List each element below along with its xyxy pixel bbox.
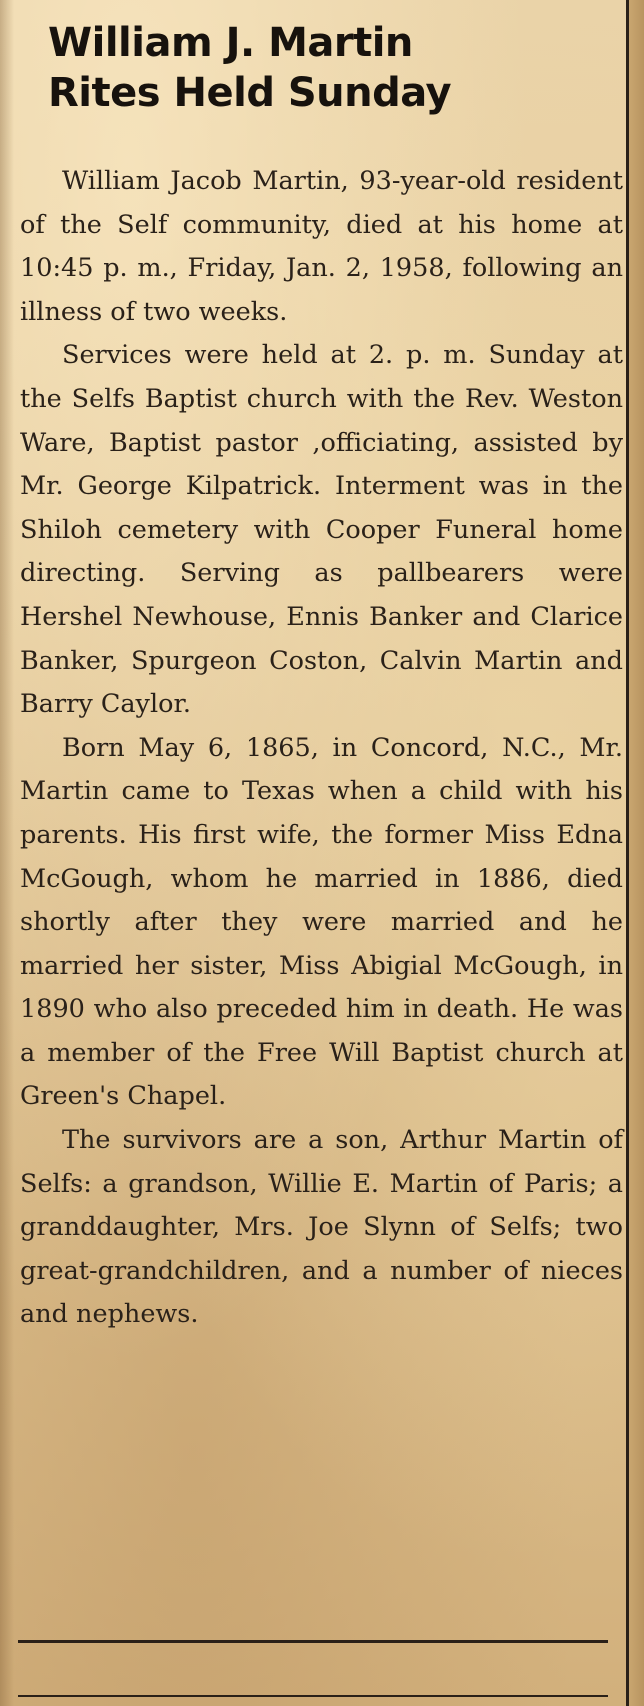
paragraph-biography: Born May 6, 1865, in Concord, N.C., Mr. Martin came to Texas when a child with his parents. His first wife, the former Miss Edna McGough, whom he married in 1886, died shortly after they were married and he married her sister, Miss Abigial McGough, in 1890 who also preceded him in death. He was a member of the Free Will Baptist church at Green's Chapel.	[20, 732, 623, 1112]
article-body	[20, 160, 623, 1337]
paper-edge-shadow	[0, 0, 14, 1706]
paragraph-services: Services were held at 2. p. m. Sunday at the Selfs Baptist church with the Rev. Weston Ware, Baptist pastor ,officiating, assisted by Mr. George Kilpatrick. Interment was in the Shiloh cemetery with Cooper Funeral home directing. Serving as pallbearers were Hershel Newhouse, Ennis Banker and Clarice Banker, Spurgeon Coston, Calvin Martin and Barry Caylor.	[20, 340, 623, 720]
headline-line-1: William J. Martin	[48, 20, 413, 66]
bottom-divider-lower	[18, 1695, 608, 1697]
headline-line-2: Rites Held Sunday	[48, 70, 452, 116]
paragraph-survivors: The survivors are a son, Arthur Martin of Selfs: a grandson, Willie E. Martin of Paris; a granddaughter, Mrs. Joe Slynn of Selfs; two great-grandchildren, and a number of nieces and nephews.	[20, 1125, 623, 1330]
headline	[48, 18, 608, 118]
bottom-divider	[18, 1640, 608, 1643]
adjacent-column-strip	[629, 0, 644, 1706]
paragraph-death-notice: William Jacob Martin, 93-year-old resident of the Self community, died at his home at 10:45 p. m., Friday, Jan. 2, 1958, following an illness of two weeks.	[20, 166, 623, 327]
